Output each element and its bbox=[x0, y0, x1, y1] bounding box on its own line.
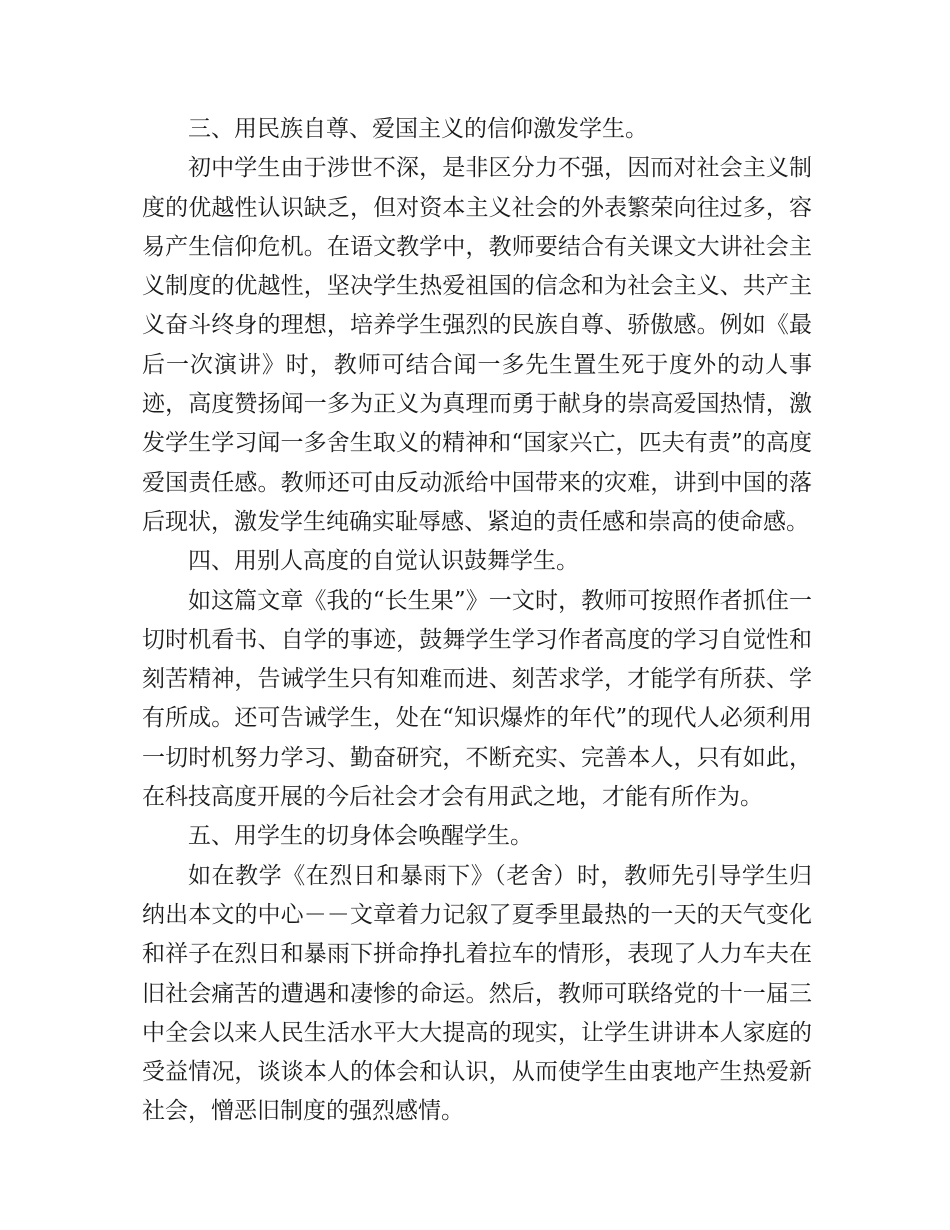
section-heading-4: 四、用别人高度的自觉认识鼓舞学生。 bbox=[188, 548, 579, 575]
document-body bbox=[142, 110, 812, 1132]
section-heading-5: 五、用学生的切身体会唤醒学生。 bbox=[188, 823, 533, 850]
body-paragraph: 初中学生由于涉世不深，是非区分力不强，因而对社会主义制度的优越性认识缺乏，但对资本主义社会的外表繁荣向往过多，容易产生信仰危机。在语文教学中，教师要结合有关课文大讲社会主义制度的优越性，坚决学生热爱祖国的信念和为社会主义、共产主义奋斗终身的理想，培养学生强烈的民族自尊、骄傲感。例如《最后一次演讲》时，教师可结合闻一多先生置生死于度外的动人事迹，高度赞扬闻一多为正义为真理而勇于献身的崇高爱国热情，激发学生学习闻一多舍生取义的精神和“国家兴亡，匹夫有责”的高度爱国责任感。教师还可由反动派给中国带来的灾难，讲到中国的落后现状，激发学生纯确实耻辱感、紧迫的责任感和崇高的使命感。 bbox=[142, 155, 812, 535]
body-paragraph: 如这篇文章《我的“长生果”》一文时，教师可按照作者抓住一切时机看书、自学的事迹，鼓舞学生学习作者高度的学习自觉性和刻苦精神，告诫学生只有知难而进、刻苦求学，才能学有所获、学有所成。还可告诫学生，处在“知识爆炸的年代”的现代人必须利用一切时机努力学习、勤奋研究，不断充实、完善本人，只有如此，在科技高度开展的今后社会才会有用武之地，才能有所作为。 bbox=[142, 587, 812, 811]
section-heading-3: 三、用民族自尊、爱国主义的信仰激发学生。 bbox=[188, 116, 648, 142]
body-paragraph: 如在教学《在烈日和暴雨下》（老舍）时，教师先引导学生归纳出本文的中心－－文章着力记叙了夏季里最热的一天的天气变化和祥子在烈日和暴雨下拼命挣扎着拉车的情形，表现了人力车夫在旧社会痛苦的遭遇和凄惨的命运。然后，教师可联络党的十一届三中全会以来人民生活水平大大提高的现实，让学生讲讲本人家庭的受益情况，谈谈本人的体会和认识，从而使学生由衷地产生热爱新社会，憎恶旧制度的强烈感情。 bbox=[142, 862, 812, 1125]
